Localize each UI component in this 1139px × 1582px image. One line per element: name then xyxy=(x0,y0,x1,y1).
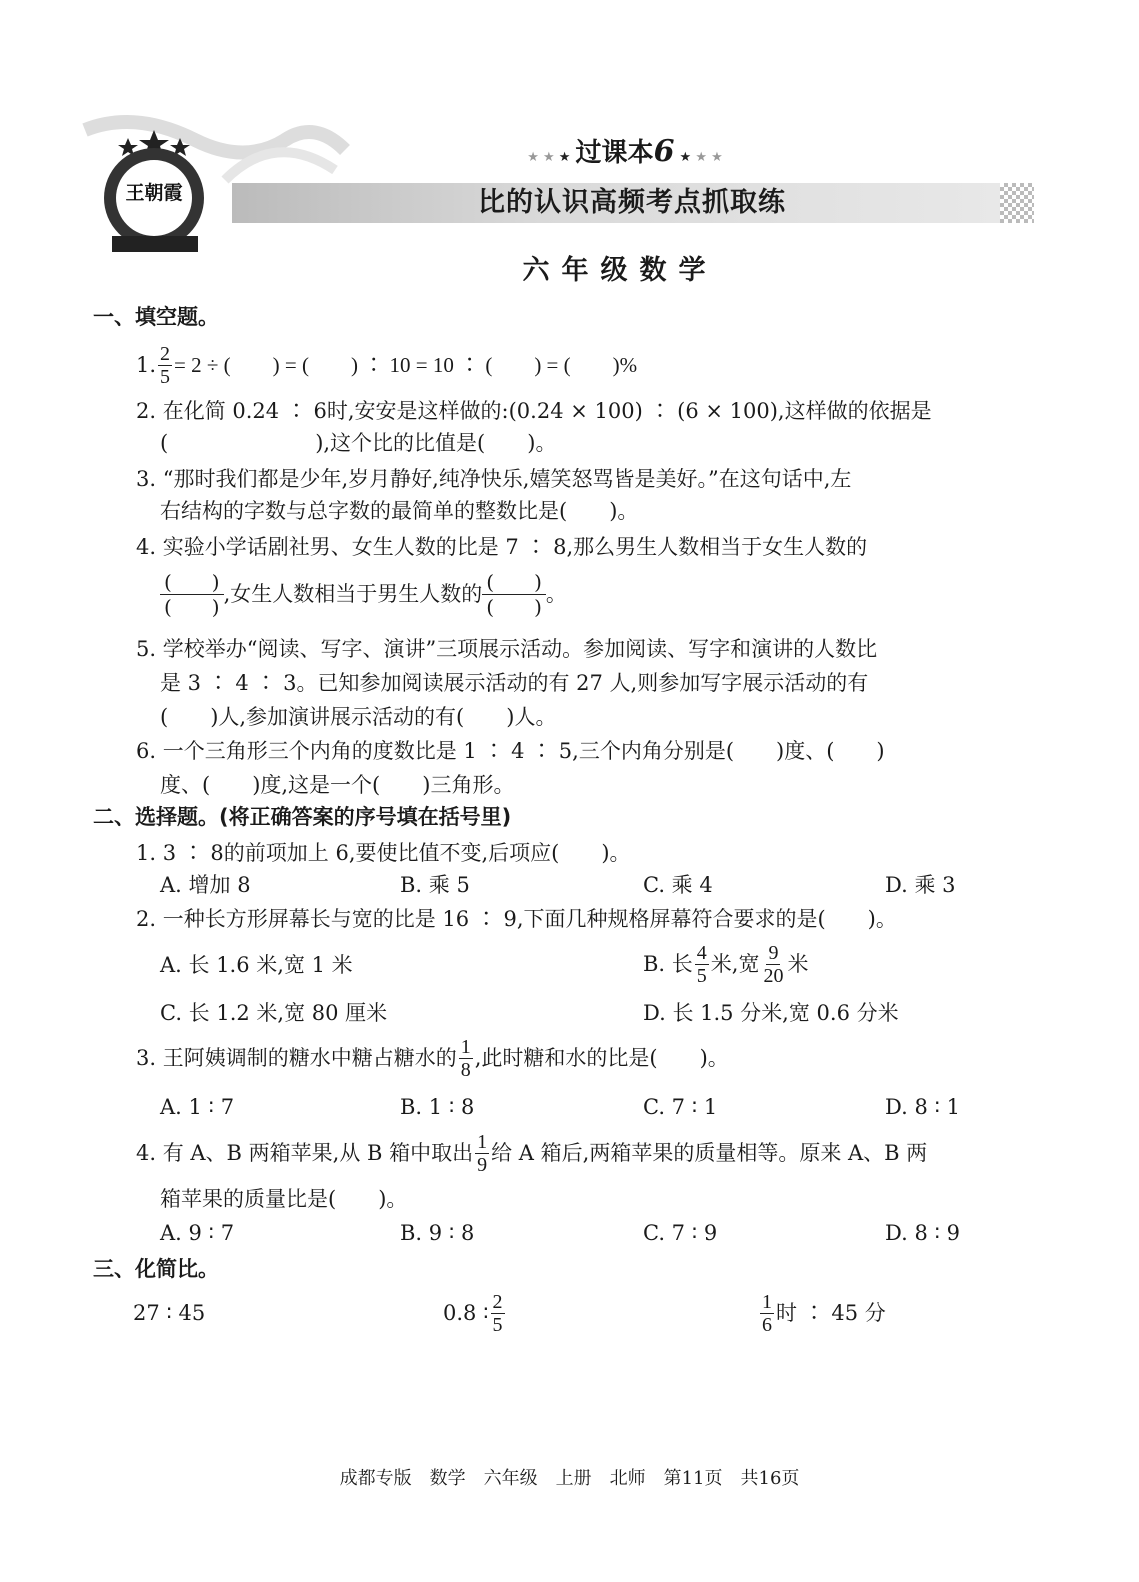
section-title-fill-blank: 一、填空题。 xyxy=(93,305,219,329)
star-icon: ★ xyxy=(679,150,692,165)
question-1-6-line2: 度、( )度,这是一个( )三角形。 xyxy=(160,773,515,797)
question-2-3-stem: 3. 王阿姨调制的糖水中糖占糖水的 $\frac{1}{8}$ ,此时糖和水的比是( )。 xyxy=(136,1035,729,1081)
question-1-4-line2: ( ) ( ) ,女生人数相当于男生人数的 ( ) ( ) 。 xyxy=(160,564,567,624)
option-d: D. 8 ∶ 9 xyxy=(885,1221,960,1245)
fraction: $\frac{4}{5}$ xyxy=(696,941,707,987)
fraction: $\frac{1}{9}$ xyxy=(477,1130,488,1176)
option-b: B. 1 ∶ 8 xyxy=(400,1095,475,1119)
question-number: 1. xyxy=(136,353,157,377)
fraction: $\frac{1}{8}$ xyxy=(460,1035,471,1081)
question-1-1 xyxy=(136,340,637,390)
series-number: 6 xyxy=(653,134,675,169)
fraction: $\frac{2}{5}$ xyxy=(492,1290,503,1336)
option-a: A. 增加 8 xyxy=(160,873,251,897)
option-b: B. 长 $\frac{4}{5}$ 米,宽 $\frac{9}{20}$ 米 xyxy=(643,941,809,987)
section-title-simplify-ratio: 三、化简比。 xyxy=(93,1257,219,1281)
option-b: B. 9 ∶ 8 xyxy=(400,1221,475,1245)
star-icon: ★ ★ xyxy=(527,150,559,165)
question-1-3-line1: 3. “那时我们都是少年,岁月静好,纯净快乐,嬉笑怒骂皆是美好。”在这句话中,左 xyxy=(136,467,852,491)
series-name: 过课本 xyxy=(575,138,654,168)
question-2-4-line2: 箱苹果的质量比是( )。 xyxy=(160,1187,408,1211)
section-title-multiple-choice: 二、选择题。(将正确答案的序号填在括号里) xyxy=(93,805,512,829)
option-a: A. 长 1.6 米,宽 1 米 xyxy=(160,953,353,977)
question-text: ,女生人数相当于男生人数的 xyxy=(223,582,483,606)
option-c: C. 长 1.2 米,宽 80 厘米 xyxy=(160,1001,388,1025)
question-1-5-line3: ( )人,参加演讲展示活动的有( )人。 xyxy=(160,705,557,729)
page-subtitle: 六年级数学 xyxy=(522,255,718,286)
fraction: $\frac{1}{6}$ xyxy=(762,1290,772,1336)
simplify-expression-1: 27 ∶ 45 xyxy=(133,1301,206,1325)
fraction: $\frac{2}{5}$ xyxy=(160,342,171,388)
fraction-blank: ( ) ( ) xyxy=(482,570,546,619)
fraction: $\frac{9}{20}$ xyxy=(763,941,784,987)
question-2-1-stem: 1. 3 ∶ 8的前项加上 6,要使比值不变,后项应( )。 xyxy=(136,841,631,865)
fraction-blank: ( ) ( ) xyxy=(160,570,224,619)
question-1-4-line1: 4. 实验小学话剧社男、女生人数的比是 7 ∶ 8,那么男生人数相当于女生人数的 xyxy=(136,535,868,559)
simplify-expression-3: $\frac{1}{6}$ 时 ∶ 45 分 xyxy=(762,1290,886,1336)
option-c: C. 乘 4 xyxy=(643,873,713,897)
series-label xyxy=(500,132,750,169)
option-d: D. 长 1.5 分米,宽 0.6 分米 xyxy=(643,1001,899,1025)
question-1-3-line2: 右结构的字数与总字数的最简单的整数比是( )。 xyxy=(160,499,639,523)
option-c: C. 7 ∶ 1 xyxy=(643,1095,718,1119)
question-1-5-line1: 5. 学校举办“阅读、写字、演讲”三项展示活动。参加阅读、写字和演讲的人数比 xyxy=(136,637,878,661)
banner-title: 比的认识高频考点抓取练 xyxy=(478,187,786,218)
option-a: A. 9 ∶ 7 xyxy=(160,1221,235,1245)
question-2-2-stem: 2. 一种长方形屏幕长与宽的比是 16 ∶ 9,下面几种规格屏幕符合要求的是( )。 xyxy=(136,907,897,931)
page-footer: 成都专版 数学 六年级 上册 北师 第11页 共16页 xyxy=(339,1468,800,1489)
option-d: D. 乘 3 xyxy=(885,873,956,897)
option-c: C. 7 ∶ 9 xyxy=(643,1221,718,1245)
option-a: A. 1 ∶ 7 xyxy=(160,1095,235,1119)
question-1-6-line1: 6. 一个三角形三个内角的度数比是 1 ∶ 4 ∶ 5,三个内角分别是( )度、( ) xyxy=(136,739,885,763)
option-b: B. 乘 5 xyxy=(400,873,470,897)
option-d: D. 8 ∶ 1 xyxy=(885,1095,960,1119)
question-1-5-line2: 是 3 ∶ 4 ∶ 3。已知参加阅读展示活动的有 27 人,则参加写字展示活动的有 xyxy=(160,671,869,695)
brand-logo xyxy=(98,128,210,258)
question-1-2-line2: ( ),这个比的比值是( )。 xyxy=(160,431,557,455)
star-icon: ★ ★ xyxy=(691,150,723,165)
question-text: = 2 ÷ ( ) = ( ) ∶ 10 = 10 ∶ ( ) = ( )% xyxy=(174,353,638,377)
question-2-4-stem: 4. 有 A、B 两箱苹果,从 B 箱中取出 $\frac{1}{9}$ 给 A 箱后,两箱苹果的质量相等。原来 A、B 两 xyxy=(136,1130,928,1176)
question-1-2-line1: 2. 在化简 0.24 ∶ 6时,安安是这样做的:(0.24 × 100) ∶ (6 × 100),这样做的依据是 xyxy=(136,399,932,423)
star-icon: ★ xyxy=(558,150,571,165)
logo-text: 王朝霞 xyxy=(125,182,183,204)
simplify-expression-2: 0.8 ∶ $\frac{2}{5}$ xyxy=(443,1290,503,1336)
